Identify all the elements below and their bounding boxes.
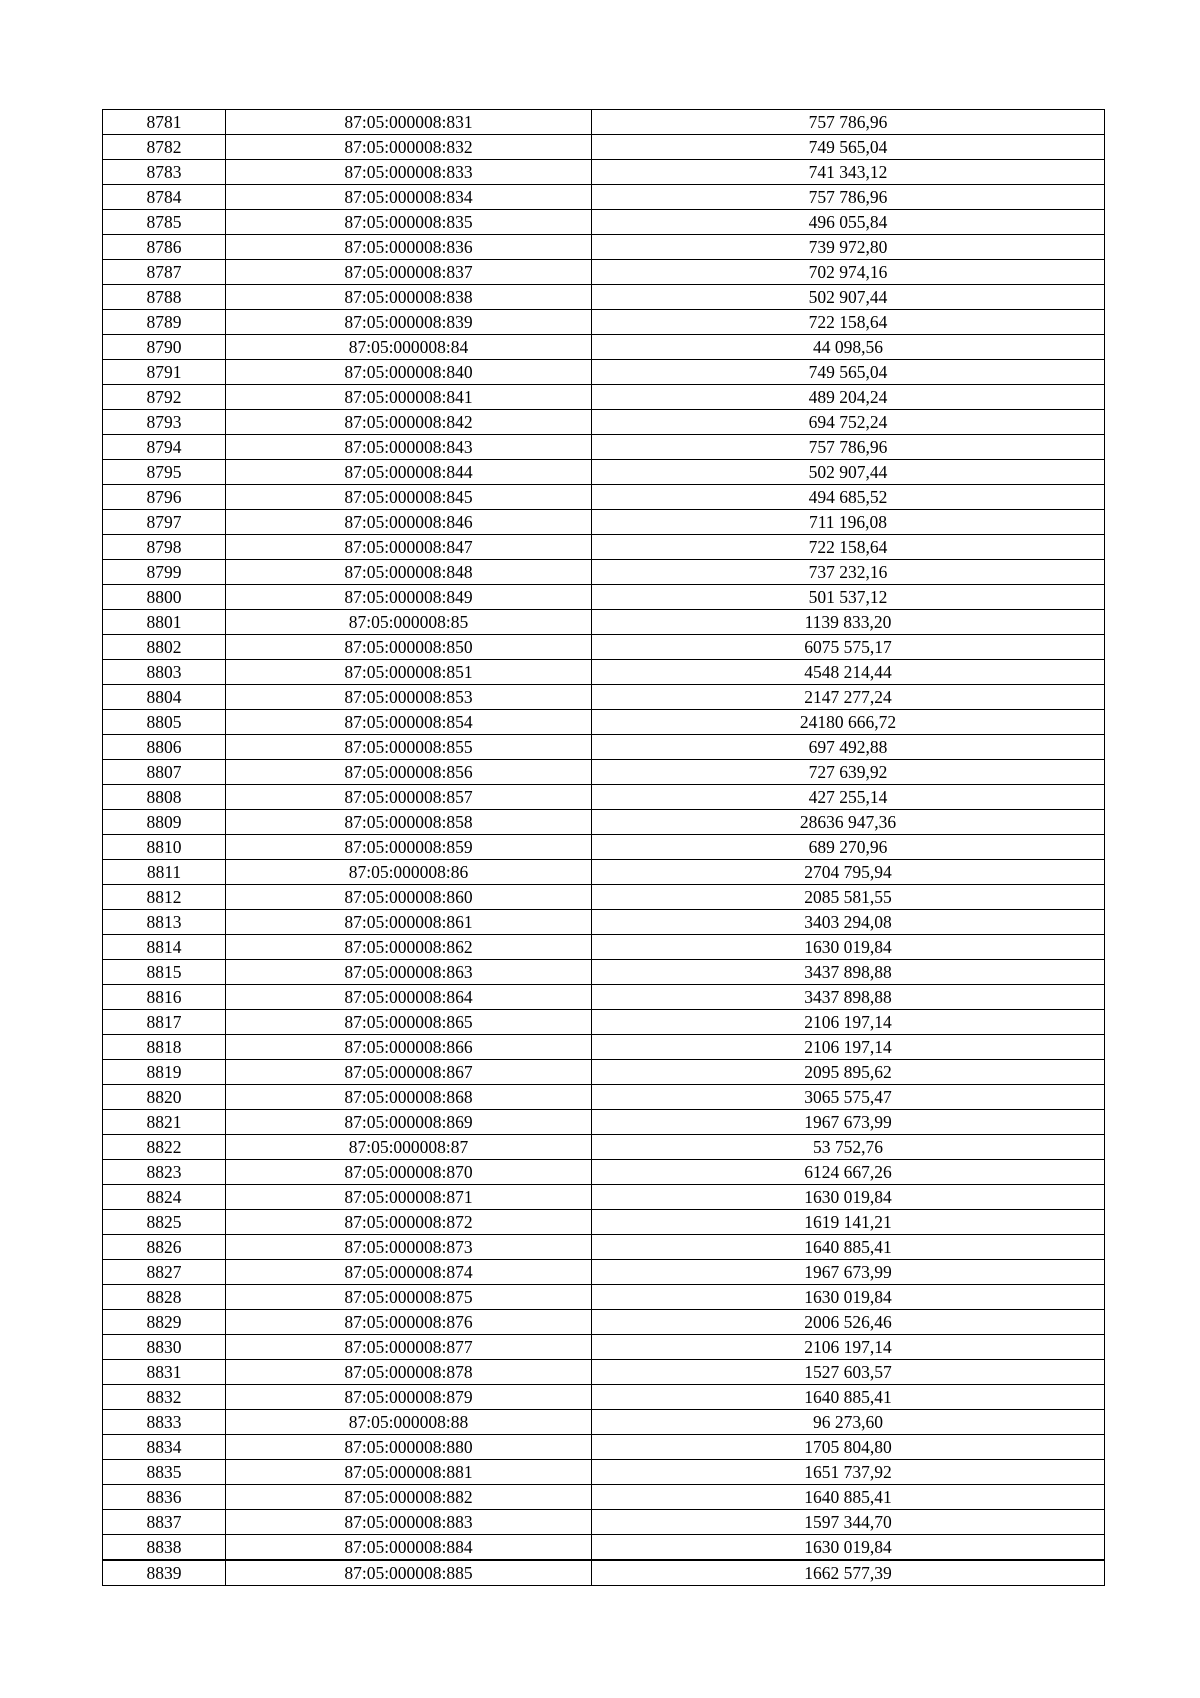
cadastral-value-cell: 1640 885,41 bbox=[592, 1485, 1105, 1510]
row-number-cell: 8794 bbox=[103, 435, 226, 460]
cadastral-number-cell: 87:05:000008:831 bbox=[226, 110, 592, 135]
cadastral-value-cell: 727 639,92 bbox=[592, 760, 1105, 785]
table-row bbox=[103, 1485, 1105, 1510]
table-row bbox=[103, 1410, 1105, 1435]
row-number-cell: 8813 bbox=[103, 910, 226, 935]
cadastral-number-cell: 87:05:000008:866 bbox=[226, 1035, 592, 1060]
table-row bbox=[103, 910, 1105, 935]
cadastral-number-cell: 87:05:000008:848 bbox=[226, 560, 592, 585]
row-number-cell: 8797 bbox=[103, 510, 226, 535]
cadastral-value-cell: 489 204,24 bbox=[592, 385, 1105, 410]
cadastral-number-cell: 87:05:000008:834 bbox=[226, 185, 592, 210]
row-number-cell: 8808 bbox=[103, 785, 226, 810]
table-row bbox=[103, 585, 1105, 610]
cadastral-number-cell: 87:05:000008:849 bbox=[226, 585, 592, 610]
cadastral-number-cell: 87:05:000008:850 bbox=[226, 635, 592, 660]
row-number-cell: 8822 bbox=[103, 1135, 226, 1160]
cadastral-value-cell: 96 273,60 bbox=[592, 1410, 1105, 1435]
row-number-cell: 8788 bbox=[103, 285, 226, 310]
cadastral-value-cell: 427 255,14 bbox=[592, 785, 1105, 810]
row-number-cell: 8823 bbox=[103, 1160, 226, 1185]
row-number-cell: 8828 bbox=[103, 1285, 226, 1310]
table-row bbox=[103, 1235, 1105, 1260]
cadastral-number-cell: 87:05:000008:856 bbox=[226, 760, 592, 785]
cadastral-value-cell: 4548 214,44 bbox=[592, 660, 1105, 685]
cadastral-value-cell: 1630 019,84 bbox=[592, 935, 1105, 960]
cadastral-value-cell: 28636 947,36 bbox=[592, 810, 1105, 835]
cadastral-number-cell: 87:05:000008:855 bbox=[226, 735, 592, 760]
cadastral-number-cell: 87:05:000008:858 bbox=[226, 810, 592, 835]
cadastral-value-cell: 1640 885,41 bbox=[592, 1235, 1105, 1260]
row-number-cell: 8824 bbox=[103, 1185, 226, 1210]
cadastral-number-cell: 87:05:000008:838 bbox=[226, 285, 592, 310]
row-number-cell: 8805 bbox=[103, 710, 226, 735]
cadastral-value-cell: 494 685,52 bbox=[592, 485, 1105, 510]
row-number-cell: 8825 bbox=[103, 1210, 226, 1235]
table-row bbox=[103, 1160, 1105, 1185]
table-row bbox=[103, 210, 1105, 235]
table-row bbox=[103, 260, 1105, 285]
cadastral-number-cell: 87:05:000008:881 bbox=[226, 1460, 592, 1485]
row-number-cell: 8795 bbox=[103, 460, 226, 485]
row-number-cell: 8789 bbox=[103, 310, 226, 335]
cadastral-number-cell: 87:05:000008:841 bbox=[226, 385, 592, 410]
row-number-cell: 8787 bbox=[103, 260, 226, 285]
row-number-cell: 8804 bbox=[103, 685, 226, 710]
table-row bbox=[103, 985, 1105, 1010]
row-number-cell: 8812 bbox=[103, 885, 226, 910]
row-number-cell: 8802 bbox=[103, 635, 226, 660]
row-number-cell: 8798 bbox=[103, 535, 226, 560]
table-row bbox=[103, 560, 1105, 585]
cadastral-value-cell: 741 343,12 bbox=[592, 160, 1105, 185]
row-number-cell: 8786 bbox=[103, 235, 226, 260]
cadastral-value-cell: 2095 895,62 bbox=[592, 1060, 1105, 1085]
row-number-cell: 8838 bbox=[103, 1535, 226, 1561]
cadastral-value-cell: 24180 666,72 bbox=[592, 710, 1105, 735]
cadastral-value-cell: 1619 141,21 bbox=[592, 1210, 1105, 1235]
row-number-cell: 8811 bbox=[103, 860, 226, 885]
table-row bbox=[103, 185, 1105, 210]
row-number-cell: 8837 bbox=[103, 1510, 226, 1535]
row-number-cell: 8791 bbox=[103, 360, 226, 385]
cadastral-number-cell: 87:05:000008:836 bbox=[226, 235, 592, 260]
row-number-cell: 8801 bbox=[103, 610, 226, 635]
cadastral-value-cell: 739 972,80 bbox=[592, 235, 1105, 260]
row-number-cell: 8830 bbox=[103, 1335, 226, 1360]
table-row bbox=[103, 1110, 1105, 1135]
table-row bbox=[103, 485, 1105, 510]
table-row bbox=[103, 935, 1105, 960]
cadastral-value-cell: 722 158,64 bbox=[592, 535, 1105, 560]
row-number-cell: 8815 bbox=[103, 960, 226, 985]
cadastral-number-cell: 87:05:000008:857 bbox=[226, 785, 592, 810]
cadastral-number-cell: 87:05:000008:846 bbox=[226, 510, 592, 535]
cadastral-number-cell: 87:05:000008:865 bbox=[226, 1010, 592, 1035]
cadastral-value-cell: 2704 795,94 bbox=[592, 860, 1105, 885]
table-row bbox=[103, 1435, 1105, 1460]
cadastral-value-table bbox=[102, 109, 1105, 1586]
table-row bbox=[103, 835, 1105, 860]
cadastral-value-cell: 501 537,12 bbox=[592, 585, 1105, 610]
cadastral-number-cell: 87:05:000008:884 bbox=[226, 1535, 592, 1561]
row-number-cell: 8785 bbox=[103, 210, 226, 235]
cadastral-value-cell: 757 786,96 bbox=[592, 185, 1105, 210]
row-number-cell: 8800 bbox=[103, 585, 226, 610]
cadastral-number-cell: 87:05:000008:859 bbox=[226, 835, 592, 860]
cadastral-value-cell: 1967 673,99 bbox=[592, 1260, 1105, 1285]
cadastral-value-cell: 711 196,08 bbox=[592, 510, 1105, 535]
table-row bbox=[103, 735, 1105, 760]
cadastral-value-cell: 1640 885,41 bbox=[592, 1385, 1105, 1410]
table-row bbox=[103, 810, 1105, 835]
table-row bbox=[103, 310, 1105, 335]
cadastral-number-cell: 87:05:000008:837 bbox=[226, 260, 592, 285]
cadastral-number-cell: 87:05:000008:86 bbox=[226, 860, 592, 885]
cadastral-number-cell: 87:05:000008:864 bbox=[226, 985, 592, 1010]
row-number-cell: 8821 bbox=[103, 1110, 226, 1135]
table-row bbox=[103, 385, 1105, 410]
cadastral-number-cell: 87:05:000008:870 bbox=[226, 1160, 592, 1185]
cadastral-value-cell: 1597 344,70 bbox=[592, 1510, 1105, 1535]
cadastral-value-cell: 6075 575,17 bbox=[592, 635, 1105, 660]
row-number-cell: 8796 bbox=[103, 485, 226, 510]
cadastral-value-cell: 1967 673,99 bbox=[592, 1110, 1105, 1135]
cadastral-value-cell: 1527 603,57 bbox=[592, 1360, 1105, 1385]
cadastral-value-cell: 697 492,88 bbox=[592, 735, 1105, 760]
cadastral-value-cell: 53 752,76 bbox=[592, 1135, 1105, 1160]
cadastral-value-cell: 1705 804,80 bbox=[592, 1435, 1105, 1460]
row-number-cell: 8807 bbox=[103, 760, 226, 785]
row-number-cell: 8792 bbox=[103, 385, 226, 410]
cadastral-number-cell: 87:05:000008:851 bbox=[226, 660, 592, 685]
table-row bbox=[103, 660, 1105, 685]
cadastral-value-cell: 1630 019,84 bbox=[592, 1185, 1105, 1210]
row-number-cell: 8832 bbox=[103, 1385, 226, 1410]
table-row bbox=[103, 235, 1105, 260]
cadastral-number-cell: 87:05:000008:839 bbox=[226, 310, 592, 335]
table-row bbox=[103, 1210, 1105, 1235]
table-row bbox=[103, 1285, 1105, 1310]
row-number-cell: 8829 bbox=[103, 1310, 226, 1335]
table-row bbox=[103, 285, 1105, 310]
row-number-cell: 8799 bbox=[103, 560, 226, 585]
cadastral-number-cell: 87:05:000008:869 bbox=[226, 1110, 592, 1135]
cadastral-value-cell: 2147 277,24 bbox=[592, 685, 1105, 710]
cadastral-value-cell: 3403 294,08 bbox=[592, 910, 1105, 935]
cadastral-number-cell: 87:05:000008:835 bbox=[226, 210, 592, 235]
cadastral-number-cell: 87:05:000008:877 bbox=[226, 1335, 592, 1360]
cadastral-number-cell: 87:05:000008:861 bbox=[226, 910, 592, 935]
row-number-cell: 8810 bbox=[103, 835, 226, 860]
cadastral-number-cell: 87:05:000008:883 bbox=[226, 1510, 592, 1535]
cadastral-number-cell: 87:05:000008:874 bbox=[226, 1260, 592, 1285]
cadastral-value-cell: 44 098,56 bbox=[592, 335, 1105, 360]
cadastral-number-cell: 87:05:000008:876 bbox=[226, 1310, 592, 1335]
cadastral-number-cell: 87:05:000008:833 bbox=[226, 160, 592, 185]
cadastral-value-cell: 1662 577,39 bbox=[592, 1560, 1105, 1586]
table-row bbox=[103, 1510, 1105, 1535]
table-row bbox=[103, 1185, 1105, 1210]
row-number-cell: 8793 bbox=[103, 410, 226, 435]
cadastral-value-cell: 702 974,16 bbox=[592, 260, 1105, 285]
cadastral-number-cell: 87:05:000008:860 bbox=[226, 885, 592, 910]
cadastral-number-cell: 87:05:000008:882 bbox=[226, 1485, 592, 1510]
table-row bbox=[103, 160, 1105, 185]
row-number-cell: 8816 bbox=[103, 985, 226, 1010]
cadastral-value-cell: 2085 581,55 bbox=[592, 885, 1105, 910]
table-row bbox=[103, 335, 1105, 360]
cadastral-value-cell: 1651 737,92 bbox=[592, 1460, 1105, 1485]
row-number-cell: 8827 bbox=[103, 1260, 226, 1285]
table-row bbox=[103, 410, 1105, 435]
table-row bbox=[103, 1060, 1105, 1085]
cadastral-number-cell: 87:05:000008:847 bbox=[226, 535, 592, 560]
cadastral-value-cell: 502 907,44 bbox=[592, 285, 1105, 310]
cadastral-value-cell: 757 786,96 bbox=[592, 110, 1105, 135]
table-row bbox=[103, 1535, 1105, 1561]
cadastral-number-cell: 87:05:000008:88 bbox=[226, 1410, 592, 1435]
table-row bbox=[103, 460, 1105, 485]
cadastral-value-cell: 502 907,44 bbox=[592, 460, 1105, 485]
table-body bbox=[103, 110, 1105, 1586]
row-number-cell: 8826 bbox=[103, 1235, 226, 1260]
row-number-cell: 8819 bbox=[103, 1060, 226, 1085]
table-row bbox=[103, 1560, 1105, 1586]
row-number-cell: 8803 bbox=[103, 660, 226, 685]
row-number-cell: 8806 bbox=[103, 735, 226, 760]
cadastral-number-cell: 87:05:000008:832 bbox=[226, 135, 592, 160]
row-number-cell: 8809 bbox=[103, 810, 226, 835]
cadastral-number-cell: 87:05:000008:871 bbox=[226, 1185, 592, 1210]
table-row bbox=[103, 1335, 1105, 1360]
table-row bbox=[103, 960, 1105, 985]
cadastral-value-cell: 722 158,64 bbox=[592, 310, 1105, 335]
cadastral-number-cell: 87:05:000008:862 bbox=[226, 935, 592, 960]
cadastral-number-cell: 87:05:000008:875 bbox=[226, 1285, 592, 1310]
cadastral-value-cell: 2106 197,14 bbox=[592, 1010, 1105, 1035]
table-row bbox=[103, 1460, 1105, 1485]
row-number-cell: 8783 bbox=[103, 160, 226, 185]
row-number-cell: 8833 bbox=[103, 1410, 226, 1435]
table-row bbox=[103, 1385, 1105, 1410]
cadastral-number-cell: 87:05:000008:863 bbox=[226, 960, 592, 985]
cadastral-number-cell: 87:05:000008:84 bbox=[226, 335, 592, 360]
table-row bbox=[103, 1035, 1105, 1060]
cadastral-number-cell: 87:05:000008:879 bbox=[226, 1385, 592, 1410]
table-row bbox=[103, 860, 1105, 885]
cadastral-value-cell: 1630 019,84 bbox=[592, 1285, 1105, 1310]
cadastral-number-cell: 87:05:000008:853 bbox=[226, 685, 592, 710]
table-row bbox=[103, 635, 1105, 660]
cadastral-value-cell: 1139 833,20 bbox=[592, 610, 1105, 635]
cadastral-number-cell: 87:05:000008:842 bbox=[226, 410, 592, 435]
table-row bbox=[103, 1010, 1105, 1035]
cadastral-number-cell: 87:05:000008:840 bbox=[226, 360, 592, 385]
row-number-cell: 8784 bbox=[103, 185, 226, 210]
row-number-cell: 8782 bbox=[103, 135, 226, 160]
table-row bbox=[103, 885, 1105, 910]
cadastral-value-cell: 3437 898,88 bbox=[592, 960, 1105, 985]
table-row bbox=[103, 1360, 1105, 1385]
row-number-cell: 8781 bbox=[103, 110, 226, 135]
cadastral-number-cell: 87:05:000008:87 bbox=[226, 1135, 592, 1160]
cadastral-number-cell: 87:05:000008:845 bbox=[226, 485, 592, 510]
row-number-cell: 8814 bbox=[103, 935, 226, 960]
cadastral-value-cell: 689 270,96 bbox=[592, 835, 1105, 860]
table-row bbox=[103, 435, 1105, 460]
cadastral-value-cell: 6124 667,26 bbox=[592, 1160, 1105, 1185]
row-number-cell: 8817 bbox=[103, 1010, 226, 1035]
table-row bbox=[103, 1260, 1105, 1285]
cadastral-value-cell: 2006 526,46 bbox=[592, 1310, 1105, 1335]
cadastral-number-cell: 87:05:000008:872 bbox=[226, 1210, 592, 1235]
cadastral-number-cell: 87:05:000008:85 bbox=[226, 610, 592, 635]
table-row bbox=[103, 760, 1105, 785]
row-number-cell: 8831 bbox=[103, 1360, 226, 1385]
cadastral-value-cell: 3065 575,47 bbox=[592, 1085, 1105, 1110]
row-number-cell: 8839 bbox=[103, 1560, 226, 1586]
cadastral-number-cell: 87:05:000008:843 bbox=[226, 435, 592, 460]
row-number-cell: 8836 bbox=[103, 1485, 226, 1510]
cadastral-number-cell: 87:05:000008:867 bbox=[226, 1060, 592, 1085]
cadastral-value-cell: 496 055,84 bbox=[592, 210, 1105, 235]
cadastral-number-cell: 87:05:000008:854 bbox=[226, 710, 592, 735]
cadastral-number-cell: 87:05:000008:873 bbox=[226, 1235, 592, 1260]
cadastral-number-cell: 87:05:000008:844 bbox=[226, 460, 592, 485]
table-row bbox=[103, 1085, 1105, 1110]
row-number-cell: 8820 bbox=[103, 1085, 226, 1110]
cadastral-value-cell: 749 565,04 bbox=[592, 135, 1105, 160]
table-row bbox=[103, 785, 1105, 810]
cadastral-number-cell: 87:05:000008:880 bbox=[226, 1435, 592, 1460]
row-number-cell: 8790 bbox=[103, 335, 226, 360]
cadastral-value-cell: 3437 898,88 bbox=[592, 985, 1105, 1010]
cadastral-value-cell: 737 232,16 bbox=[592, 560, 1105, 585]
cadastral-number-cell: 87:05:000008:885 bbox=[226, 1560, 592, 1586]
table-row bbox=[103, 710, 1105, 735]
table-row bbox=[103, 1310, 1105, 1335]
cadastral-value-cell: 2106 197,14 bbox=[592, 1335, 1105, 1360]
cadastral-number-cell: 87:05:000008:878 bbox=[226, 1360, 592, 1385]
table-row bbox=[103, 610, 1105, 635]
row-number-cell: 8834 bbox=[103, 1435, 226, 1460]
table-row bbox=[103, 685, 1105, 710]
cadastral-number-cell: 87:05:000008:868 bbox=[226, 1085, 592, 1110]
table-row bbox=[103, 510, 1105, 535]
table-row bbox=[103, 1135, 1105, 1160]
table-row bbox=[103, 535, 1105, 560]
row-number-cell: 8835 bbox=[103, 1460, 226, 1485]
row-number-cell: 8818 bbox=[103, 1035, 226, 1060]
table-row bbox=[103, 360, 1105, 385]
table-row bbox=[103, 135, 1105, 160]
cadastral-value-cell: 749 565,04 bbox=[592, 360, 1105, 385]
cadastral-value-cell: 2106 197,14 bbox=[592, 1035, 1105, 1060]
cadastral-value-cell: 1630 019,84 bbox=[592, 1535, 1105, 1561]
cadastral-value-cell: 694 752,24 bbox=[592, 410, 1105, 435]
cadastral-value-cell: 757 786,96 bbox=[592, 435, 1105, 460]
table-row bbox=[103, 110, 1105, 135]
